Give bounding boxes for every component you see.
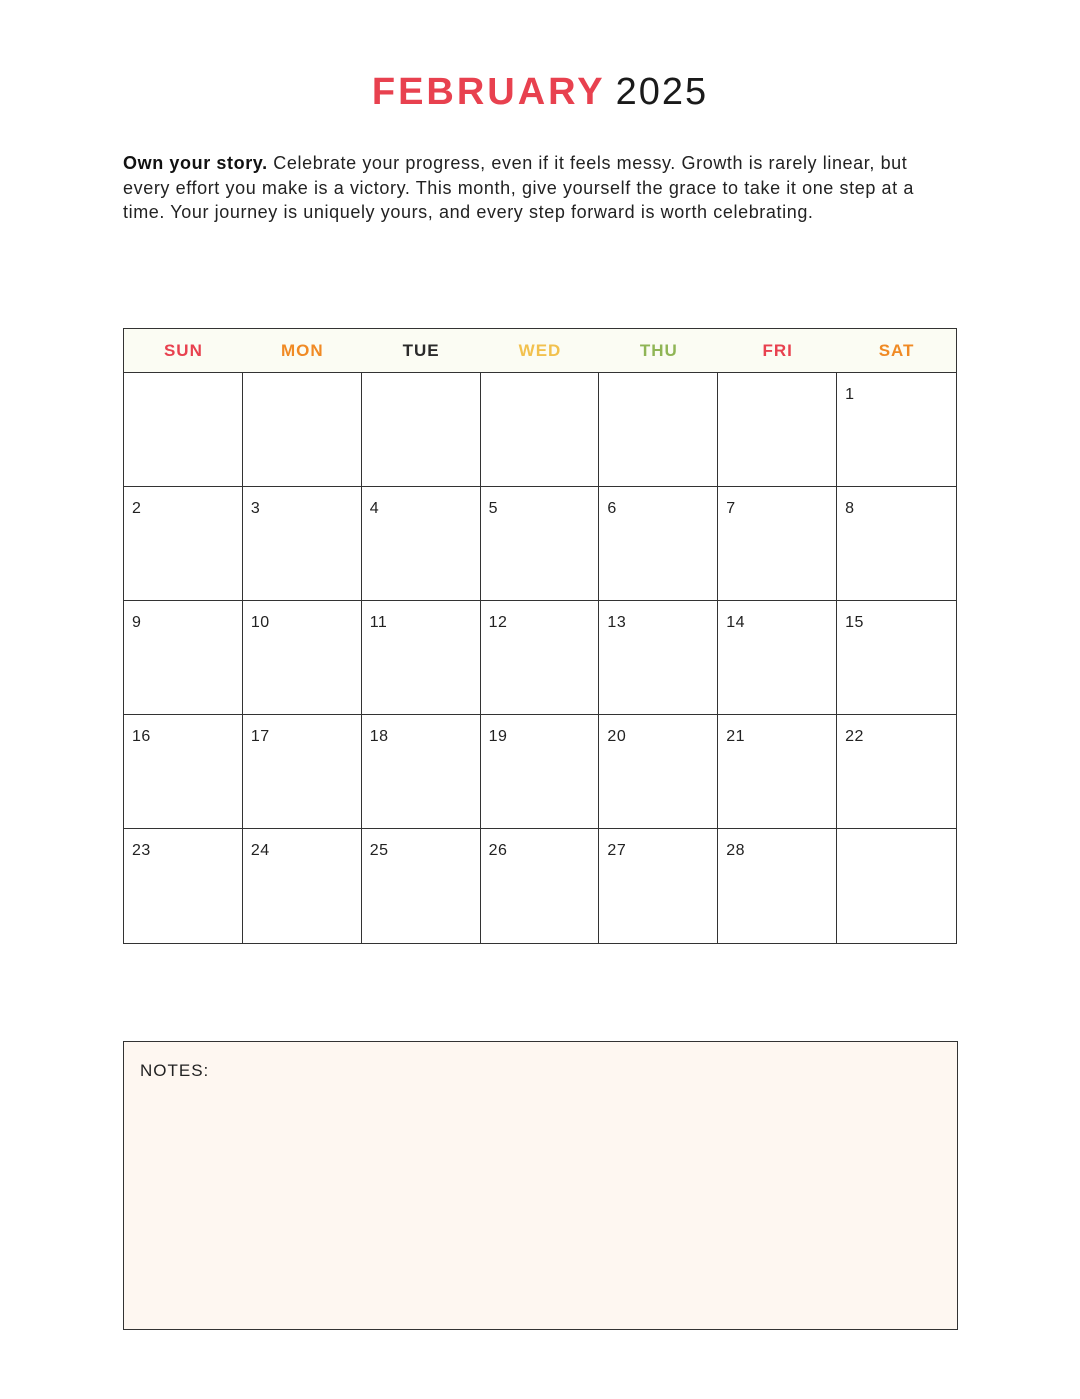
day-number: 23 [132,842,151,859]
day-number: 25 [369,842,389,859]
day-cell-23[interactable] [124,829,243,943]
empty-day-cell[interactable] [837,829,956,943]
day-cell-19[interactable] [481,715,600,829]
day-cell-4[interactable] [362,487,481,601]
day-cell-17[interactable] [243,715,362,829]
empty-day-cell[interactable] [481,373,600,487]
empty-day-cell[interactable] [362,373,481,487]
day-cell-24[interactable] [243,829,362,943]
empty-day-cell[interactable] [243,373,362,487]
weekday-fri: FRI [762,340,793,360]
title-month: FEBRUARY [371,71,606,113]
page-title [0,70,1080,114]
intro-bold: Own your story. [123,153,268,173]
day-number: 27 [607,842,627,859]
weekday-sun: SUN [163,340,203,360]
day-number: 5 [488,500,498,517]
title-year: 2025 [615,71,709,113]
weekday-thu: THU [639,340,678,360]
day-number: 10 [250,614,270,631]
day-cell-22[interactable] [837,715,956,829]
day-number: 4 [369,500,380,517]
weekday-wed: WED [518,340,562,360]
empty-day-cell[interactable] [718,373,837,487]
day-cell-13[interactable] [599,601,718,715]
day-cell-10[interactable] [243,601,362,715]
day-number: 18 [369,728,389,745]
day-number: 8 [845,500,855,517]
day-number: 24 [250,842,270,859]
day-cell-1[interactable] [837,373,956,487]
day-cell-16[interactable] [124,715,243,829]
day-number: 13 [607,614,627,631]
intro-paragraph [123,151,953,225]
weekday-tue: TUE [402,340,440,360]
day-number: 26 [488,842,508,859]
notes-label: NOTES: [140,1061,210,1080]
day-cell-26[interactable] [481,829,600,943]
day-cell-2[interactable] [124,487,243,601]
day-cell-18[interactable] [362,715,481,829]
calendar-grid [123,328,957,944]
day-cell-11[interactable] [362,601,481,715]
day-cell-9[interactable] [124,601,243,715]
day-number: 6 [607,500,617,517]
day-number: 11 [369,614,388,631]
empty-day-cell[interactable] [599,373,718,487]
weekday-mon: MON [280,340,324,360]
day-number: 21 [726,728,746,745]
day-number: 12 [488,614,508,631]
weekday-header [124,329,956,373]
intro-text: Celebrate your progress, even if it feels messy. Growth is rarely linear, but every effort you make is a victory. This month, give yourself the grace to take it one step at a time. Your journey is uniquely yours, and every step forward is worth celebrating. [123,153,914,222]
day-number: 1 [845,386,855,403]
day-cell-12[interactable] [481,601,600,715]
day-cell-6[interactable] [599,487,718,601]
day-cell-15[interactable] [837,601,956,715]
day-cell-20[interactable] [599,715,718,829]
day-cell-14[interactable] [718,601,837,715]
day-number: 3 [250,500,261,517]
day-cell-8[interactable] [837,487,956,601]
day-cell-21[interactable] [718,715,837,829]
day-cell-5[interactable] [481,487,600,601]
day-number: 19 [488,728,508,745]
day-cell-27[interactable] [599,829,718,943]
day-number: 15 [845,614,864,631]
day-number: 14 [726,614,746,631]
day-number: 7 [726,500,736,517]
day-cell-25[interactable] [362,829,481,943]
day-cell-7[interactable] [718,487,837,601]
day-number: 2 [132,500,142,517]
day-number: 28 [726,842,746,859]
day-cell-3[interactable] [243,487,362,601]
weekday-sat: SAT [878,340,915,360]
day-number: 22 [845,728,864,745]
day-cell-28[interactable] [718,829,837,943]
empty-day-cell[interactable] [124,373,243,487]
day-number: 17 [250,728,270,745]
notes-box[interactable] [123,1041,958,1330]
day-number: 20 [607,728,627,745]
day-number: 16 [132,728,151,745]
calendar-days [124,373,956,943]
day-number: 9 [132,614,142,631]
